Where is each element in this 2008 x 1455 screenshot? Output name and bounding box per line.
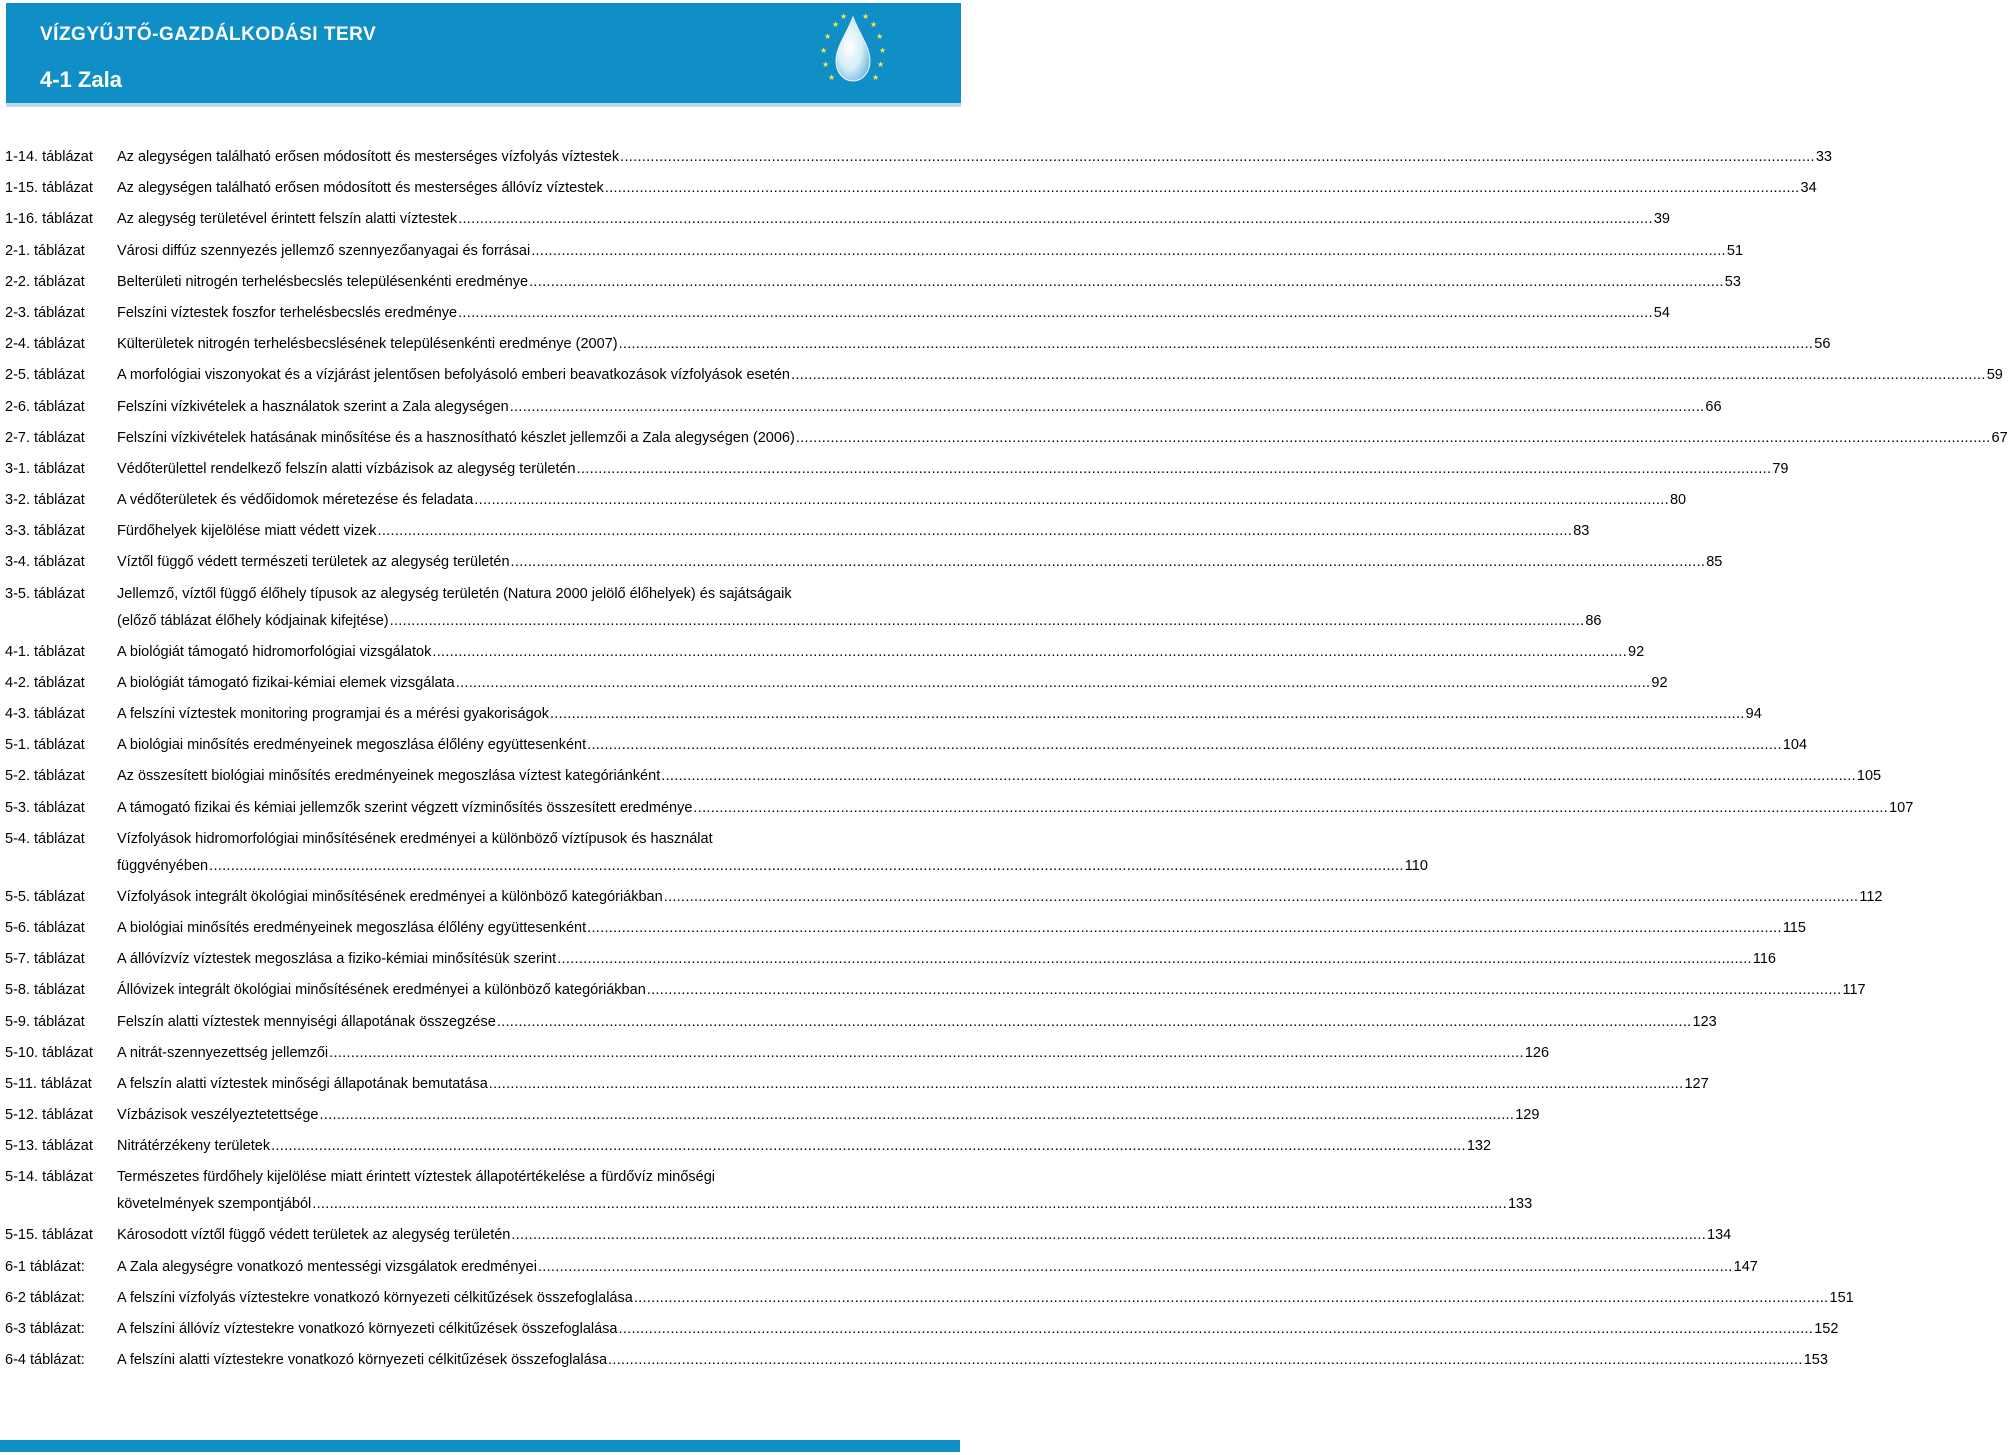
toc-entry-number: 2-6. táblázat bbox=[5, 398, 85, 415]
toc-entry[interactable] bbox=[5, 1164, 1533, 1222]
water-drop-eu-stars-icon bbox=[806, 5, 900, 99]
toc-entry-page: 123 bbox=[1692, 1013, 1717, 1030]
toc-entry-number: 4-2. táblázat bbox=[5, 674, 85, 691]
toc-entry-title: Vízfolyások hidromorfológiai minősítésének eredményei a különböző víztípusok és használat bbox=[117, 830, 713, 847]
toc-entry-title: Vízbázisok veszélyeztetettsége bbox=[117, 1107, 319, 1124]
toc-entry-page: 67 bbox=[1991, 429, 2008, 446]
toc-entry[interactable] bbox=[5, 1102, 1540, 1133]
toc-entry[interactable] bbox=[5, 487, 1687, 518]
toc-entry-page: 51 bbox=[1726, 242, 1744, 259]
toc-entry-title: A biológiai minősítés eredményeinek megoszlása élőlény együttesenként bbox=[117, 919, 587, 936]
toc-entry-title: Városi diffúz szennyezés jellemző szennyezőanyagai és forrásai bbox=[117, 242, 531, 259]
toc-entry-page: 66 bbox=[1705, 398, 1722, 415]
toc-entry-page: 147 bbox=[1733, 1258, 1758, 1275]
toc-entry-title: Az alegység területével érintett felszín alatti víztestek bbox=[117, 211, 458, 228]
toc-entry-number: 6-2 táblázat: bbox=[5, 1289, 85, 1306]
toc-entry-number: 2-3. táblázat bbox=[5, 304, 85, 321]
toc-entry-number: 1-16. táblázat bbox=[5, 211, 93, 228]
toc-entry-title-continued: függvényében bbox=[117, 857, 209, 874]
toc-entry[interactable] bbox=[5, 701, 1762, 732]
toc-entry[interactable] bbox=[5, 394, 1722, 425]
toc-entry-number: 5-4. táblázat bbox=[5, 830, 85, 847]
toc-entry-page: 117 bbox=[1842, 982, 1866, 999]
dot-leader bbox=[605, 175, 1800, 202]
toc-entry-page: 79 bbox=[1772, 460, 1789, 477]
toc-entry-title: A felszín alatti víztestek minőségi állapotának bemutatása bbox=[117, 1075, 488, 1092]
toc-entry-number: 4-1. táblázat bbox=[5, 643, 85, 660]
toc-entry[interactable] bbox=[5, 425, 2008, 456]
toc-entry-number: 5-7. táblázat bbox=[5, 951, 85, 968]
dot-leader bbox=[432, 639, 1627, 666]
dot-leader bbox=[510, 394, 1705, 421]
toc-entry-page: 56 bbox=[1814, 336, 1831, 353]
toc-entry[interactable] bbox=[5, 1316, 1839, 1347]
toc-entry[interactable] bbox=[5, 732, 1808, 763]
toc-entry-number: 5-9. táblázat bbox=[5, 1013, 85, 1030]
toc-entry[interactable] bbox=[5, 1347, 1828, 1378]
toc-entry-number: 5-3. táblázat bbox=[5, 799, 85, 816]
toc-entry[interactable] bbox=[5, 1040, 1550, 1071]
dot-leader bbox=[538, 1254, 1733, 1281]
toc-entry-page: 129 bbox=[1515, 1107, 1540, 1124]
toc-entry-page: 53 bbox=[1724, 273, 1741, 290]
toc-entry[interactable] bbox=[5, 1285, 1854, 1316]
toc-entry-page: 39 bbox=[1653, 211, 1670, 228]
toc-entry-number: 5-12. táblázat bbox=[5, 1107, 93, 1124]
dot-leader bbox=[458, 300, 1653, 327]
toc-entry-page: 116 bbox=[1752, 951, 1776, 968]
toc-entry-title: A biológiát támogató hidromorfológiai vizsgálatok bbox=[117, 643, 432, 660]
toc-entry-number: 1-14. táblázat bbox=[5, 149, 93, 165]
toc-entry-title: A állóvízvíz víztestek megoszlása a fiziko-kémiai minősítésük szerint bbox=[117, 951, 557, 968]
toc-entry-title: A morfológiai viszonyokat és a vízjárást jelentősen befolyásoló emberi beavatkozások vízfolyások esetén bbox=[117, 367, 790, 384]
toc-entry-title: Fürdőhelyek kijelölése miatt védett vizek bbox=[117, 523, 377, 540]
toc-entry-number: 3-1. táblázat bbox=[5, 460, 85, 477]
toc-entry-page: 105 bbox=[1856, 768, 1882, 785]
toc-entry[interactable] bbox=[5, 670, 1668, 701]
toc-entry-number: 6-1 táblázat: bbox=[5, 1258, 85, 1275]
toc-entry-page: 104 bbox=[1782, 737, 1808, 754]
toc-entry-title: A felszíni alatti víztestekre vonatkozó környezeti célkitűzések összefoglalása bbox=[117, 1352, 608, 1369]
toc-entry[interactable] bbox=[5, 915, 1806, 946]
toc-entry-page: 54 bbox=[1653, 304, 1670, 321]
toc-entry-number: 2-4. táblázat bbox=[5, 336, 85, 353]
toc-entry-number: 5-5. táblázat bbox=[5, 888, 85, 905]
dot-leader bbox=[620, 144, 1815, 171]
toc-entry-title: Felszíni vízkivételek a használatok szerint a Zala alegységen bbox=[117, 398, 509, 415]
dot-leader bbox=[329, 1040, 1524, 1067]
dot-leader bbox=[489, 1071, 1684, 1098]
svg-text:★: ★ bbox=[832, 20, 840, 29]
dot-leader bbox=[587, 732, 1782, 759]
toc-entry-number: 5-10. táblázat bbox=[5, 1044, 93, 1061]
toc-entry-title: Károsodott víztől függő védett területek az alegység területén bbox=[117, 1227, 511, 1244]
dot-leader bbox=[511, 549, 1706, 576]
dot-leader bbox=[796, 425, 1991, 452]
toc-entry-title: Állóvizek integrált ökológiai minősítésének eredményei a különböző kategóriákban bbox=[117, 982, 646, 999]
toc-entry[interactable] bbox=[5, 269, 1741, 300]
toc-entry-number: 3-4. táblázat bbox=[5, 554, 85, 571]
toc-entry-page: 151 bbox=[1829, 1289, 1854, 1306]
dot-leader bbox=[271, 1133, 1466, 1160]
toc-entry-number: 3-3. táblázat bbox=[5, 523, 85, 540]
dot-leader bbox=[320, 1102, 1515, 1129]
toc-entry-number: 3-5. táblázat bbox=[5, 585, 85, 602]
dot-leader bbox=[209, 853, 1404, 880]
svg-text:★: ★ bbox=[872, 73, 880, 82]
toc-entry-title: A biológiát támogató fizikai-kémiai elemek vizsgálata bbox=[117, 674, 455, 691]
toc-entry[interactable] bbox=[5, 795, 1914, 826]
toc-entry-page: 112 bbox=[1859, 888, 1883, 905]
document-subtitle: 4-1 Zala bbox=[40, 67, 122, 92]
dot-leader bbox=[608, 1347, 1803, 1374]
toc-entry-title: A nitrát-szennyezettség jellemzői bbox=[117, 1044, 329, 1061]
toc-entry-title: Az összesített biológiai minősítés eredményeinek megoszlása víztest kategóriánként bbox=[117, 768, 661, 785]
toc-entry[interactable] bbox=[5, 946, 1776, 977]
toc-entry-page: 85 bbox=[1706, 554, 1723, 571]
svg-text:★: ★ bbox=[822, 60, 830, 69]
dot-leader bbox=[511, 1222, 1706, 1249]
toc-entry-page: 134 bbox=[1707, 1227, 1732, 1244]
toc-entry-title: A Zala alegységre vonatkozó mentességi vizsgálatok eredményei bbox=[117, 1258, 537, 1275]
toc-entry-title: Felszín alatti víztestek mennyiségi állapotának összegzése bbox=[117, 1013, 496, 1030]
dot-leader bbox=[661, 763, 1856, 790]
toc-entry[interactable] bbox=[5, 977, 1866, 1008]
dot-leader bbox=[390, 608, 1585, 635]
dot-leader bbox=[550, 701, 1745, 728]
toc-entry-title: Felszíni vízkivételek hatásának minősítése és a hasznosítható készlet jellemzői a Zala alegységen (2006) bbox=[117, 429, 795, 446]
dot-leader bbox=[474, 487, 1669, 514]
toc-entry-title: Védőterülettel rendelkező felszín alatti vízbázisok az alegység területén bbox=[117, 460, 576, 477]
toc-entry-page: 92 bbox=[1628, 643, 1645, 660]
toc-entry-page: 126 bbox=[1524, 1044, 1550, 1061]
toc-entry[interactable] bbox=[5, 581, 1602, 639]
toc-entry-title-continued: (előző táblázat élőhely kódjainak kifejtése) bbox=[117, 612, 389, 629]
dot-leader bbox=[587, 915, 1782, 942]
toc-entry[interactable] bbox=[5, 300, 1670, 331]
toc-entry-number: 5-6. táblázat bbox=[5, 919, 85, 936]
toc-entry-number: 3-2. táblázat bbox=[5, 492, 85, 509]
toc-entry[interactable] bbox=[5, 144, 1832, 175]
toc-entry-title: Nitrátérzékeny területek bbox=[117, 1138, 271, 1155]
toc-entry-number: 5-2. táblázat bbox=[5, 768, 85, 785]
toc-entry-title: A felszíni vízfolyás víztestekre vonatkozó környezeti célkitűzések összefoglalása bbox=[117, 1289, 633, 1306]
dot-leader bbox=[619, 1316, 1814, 1343]
toc-entry-number: 2-2. táblázat bbox=[5, 273, 85, 290]
toc-entry-page: 115 bbox=[1782, 919, 1806, 936]
svg-text:★: ★ bbox=[824, 32, 832, 41]
toc-entry-page: 153 bbox=[1803, 1352, 1828, 1369]
toc-entry[interactable] bbox=[5, 238, 1744, 269]
toc-entry[interactable] bbox=[5, 549, 1723, 580]
svg-text:★: ★ bbox=[879, 46, 887, 55]
toc-entry-title: A támogató fizikai és kémiai jellemzők szerint végzett vízminősítés összesített eredménye bbox=[117, 799, 693, 816]
dot-leader bbox=[497, 1009, 1692, 1036]
toc-entry-number: 5-13. táblázat bbox=[5, 1138, 93, 1155]
toc-entry-page: 127 bbox=[1684, 1075, 1709, 1092]
svg-text:★: ★ bbox=[870, 20, 878, 29]
toc-entry[interactable] bbox=[5, 1254, 1758, 1285]
toc-entry-title: A felszíni állóvíz víztestekre vonatkozó környezeti célkitűzések összefoglalása bbox=[117, 1321, 618, 1337]
toc-entry-title: Természetes fürdőhely kijelölése miatt érintett víztestek állapotértékelése a fürdővíz minőségi bbox=[117, 1169, 716, 1186]
dot-leader bbox=[664, 884, 1859, 911]
toc-entry-number: 5-15. táblázat bbox=[5, 1227, 93, 1244]
dot-leader bbox=[634, 1285, 1829, 1312]
toc-entry-title: Jellemző, víztől függő élőhely típusok az alegység területén (Natura 2000 jelölő élőhelyek) és sajátságaik bbox=[117, 585, 792, 602]
footer-rule bbox=[0, 1440, 960, 1452]
toc-entry-title: A felszíni víztestek monitoring programjai és a mérési gyakoriságok bbox=[117, 706, 549, 722]
toc-entry[interactable] bbox=[5, 175, 1817, 206]
dot-leader bbox=[378, 518, 1573, 545]
toc-entry-page: 107 bbox=[1889, 799, 1914, 816]
svg-text:★: ★ bbox=[840, 12, 848, 21]
dot-leader bbox=[791, 362, 1986, 389]
toc-entry-page: 83 bbox=[1573, 523, 1590, 540]
toc-entry-number: 5-14. táblázat bbox=[5, 1169, 93, 1186]
toc-entry-page: 33 bbox=[1815, 149, 1832, 165]
toc-entry[interactable] bbox=[5, 763, 1882, 794]
svg-text:★: ★ bbox=[862, 12, 870, 21]
toc-entry-page: 80 bbox=[1669, 492, 1687, 509]
toc-entry-title: A védőterületek és védőidomok méretezése és feladata bbox=[117, 492, 474, 509]
toc-entry-title: Az alegységen található erősen módosított és mesterséges vízfolyás víztestek bbox=[117, 149, 620, 165]
dot-leader bbox=[456, 670, 1651, 697]
toc-entry[interactable] bbox=[5, 639, 1645, 670]
dot-leader bbox=[557, 946, 1752, 973]
svg-text:★: ★ bbox=[877, 60, 885, 69]
toc-entry-page: 92 bbox=[1651, 674, 1668, 691]
toc-entry-number: 1-15. táblázat bbox=[5, 180, 93, 197]
document-title: VÍZGYŰJTŐ-GAZDÁLKODÁSI TERV bbox=[40, 24, 377, 45]
toc-entry[interactable] bbox=[5, 1222, 1732, 1253]
toc-entry-number: 6-4 táblázat: bbox=[5, 1352, 85, 1369]
svg-text:★: ★ bbox=[876, 32, 884, 41]
toc-entry-number: 4-3. táblázat bbox=[5, 706, 85, 722]
toc-entry-page: 133 bbox=[1507, 1196, 1533, 1213]
toc-entry-title-continued: követelmények szempontjából bbox=[117, 1196, 312, 1213]
toc-entry-number: 2-5. táblázat bbox=[5, 367, 85, 384]
toc-entry[interactable] bbox=[5, 1071, 1709, 1102]
dot-leader bbox=[577, 456, 1772, 483]
dot-leader bbox=[312, 1191, 1507, 1218]
toc-entry-title: Külterületek nitrogén terhelésbecslésének településenkénti eredménye (2007) bbox=[117, 336, 618, 353]
toc-entry-number: 2-7. táblázat bbox=[5, 429, 85, 446]
toc-entry-title: Vízfolyások integrált ökológiai minősítésének eredményei a különböző kategóriákban bbox=[117, 888, 663, 905]
toc-entry[interactable] bbox=[5, 362, 2003, 393]
toc-entry-number: 5-11. táblázat bbox=[5, 1075, 92, 1092]
toc-entry-page: 59 bbox=[1986, 367, 2003, 384]
toc-entry-page: 152 bbox=[1814, 1321, 1839, 1337]
toc-entry-number: 5-8. táblázat bbox=[5, 982, 85, 999]
svg-text:★: ★ bbox=[820, 46, 828, 55]
dot-leader bbox=[693, 795, 1888, 822]
toc-entry-title: A biológiai minősítés eredményeinek megoszlása élőlény együttesenként bbox=[117, 737, 587, 754]
dot-leader bbox=[529, 269, 1724, 296]
dot-leader bbox=[458, 206, 1653, 233]
toc-entry[interactable] bbox=[5, 1009, 1717, 1040]
toc-entry-number: 6-3 táblázat: bbox=[5, 1321, 85, 1337]
toc-entry-page: 34 bbox=[1800, 180, 1817, 197]
toc-entry-number: 2-1. táblázat bbox=[5, 242, 85, 259]
toc-entry[interactable] bbox=[5, 456, 1789, 487]
toc-entry[interactable] bbox=[5, 206, 1670, 237]
header-banner bbox=[6, 3, 961, 107]
toc-entry[interactable] bbox=[5, 331, 1831, 362]
svg-text:★: ★ bbox=[828, 73, 836, 82]
toc-entry[interactable] bbox=[5, 518, 1590, 549]
dot-leader bbox=[531, 238, 1726, 265]
toc-entry-page: 110 bbox=[1404, 857, 1428, 874]
toc-entry[interactable] bbox=[5, 826, 1428, 884]
toc-entry-page: 86 bbox=[1585, 612, 1602, 629]
toc-entry-page: 94 bbox=[1745, 706, 1762, 722]
toc-entry[interactable] bbox=[5, 1133, 1492, 1164]
toc-entry-title: Az alegységen található erősen módosított és mesterséges állóvíz víztestek bbox=[117, 180, 604, 197]
toc-entry-page: 132 bbox=[1466, 1138, 1492, 1155]
toc-entry-title: Felszíni víztestek foszfor terhelésbecslés eredménye bbox=[117, 304, 458, 321]
dot-leader bbox=[647, 977, 1842, 1004]
toc-entry-title: Belterületi nitrogén terhelésbecslés településenkénti eredménye bbox=[117, 273, 529, 290]
toc-entry-number: 5-1. táblázat bbox=[5, 737, 85, 754]
table-of-tables bbox=[5, 144, 2008, 1378]
toc-entry-title: Víztől függő védett természeti területek az alegység területén bbox=[117, 554, 510, 571]
dot-leader bbox=[619, 331, 1814, 358]
toc-entry[interactable] bbox=[5, 884, 1883, 915]
